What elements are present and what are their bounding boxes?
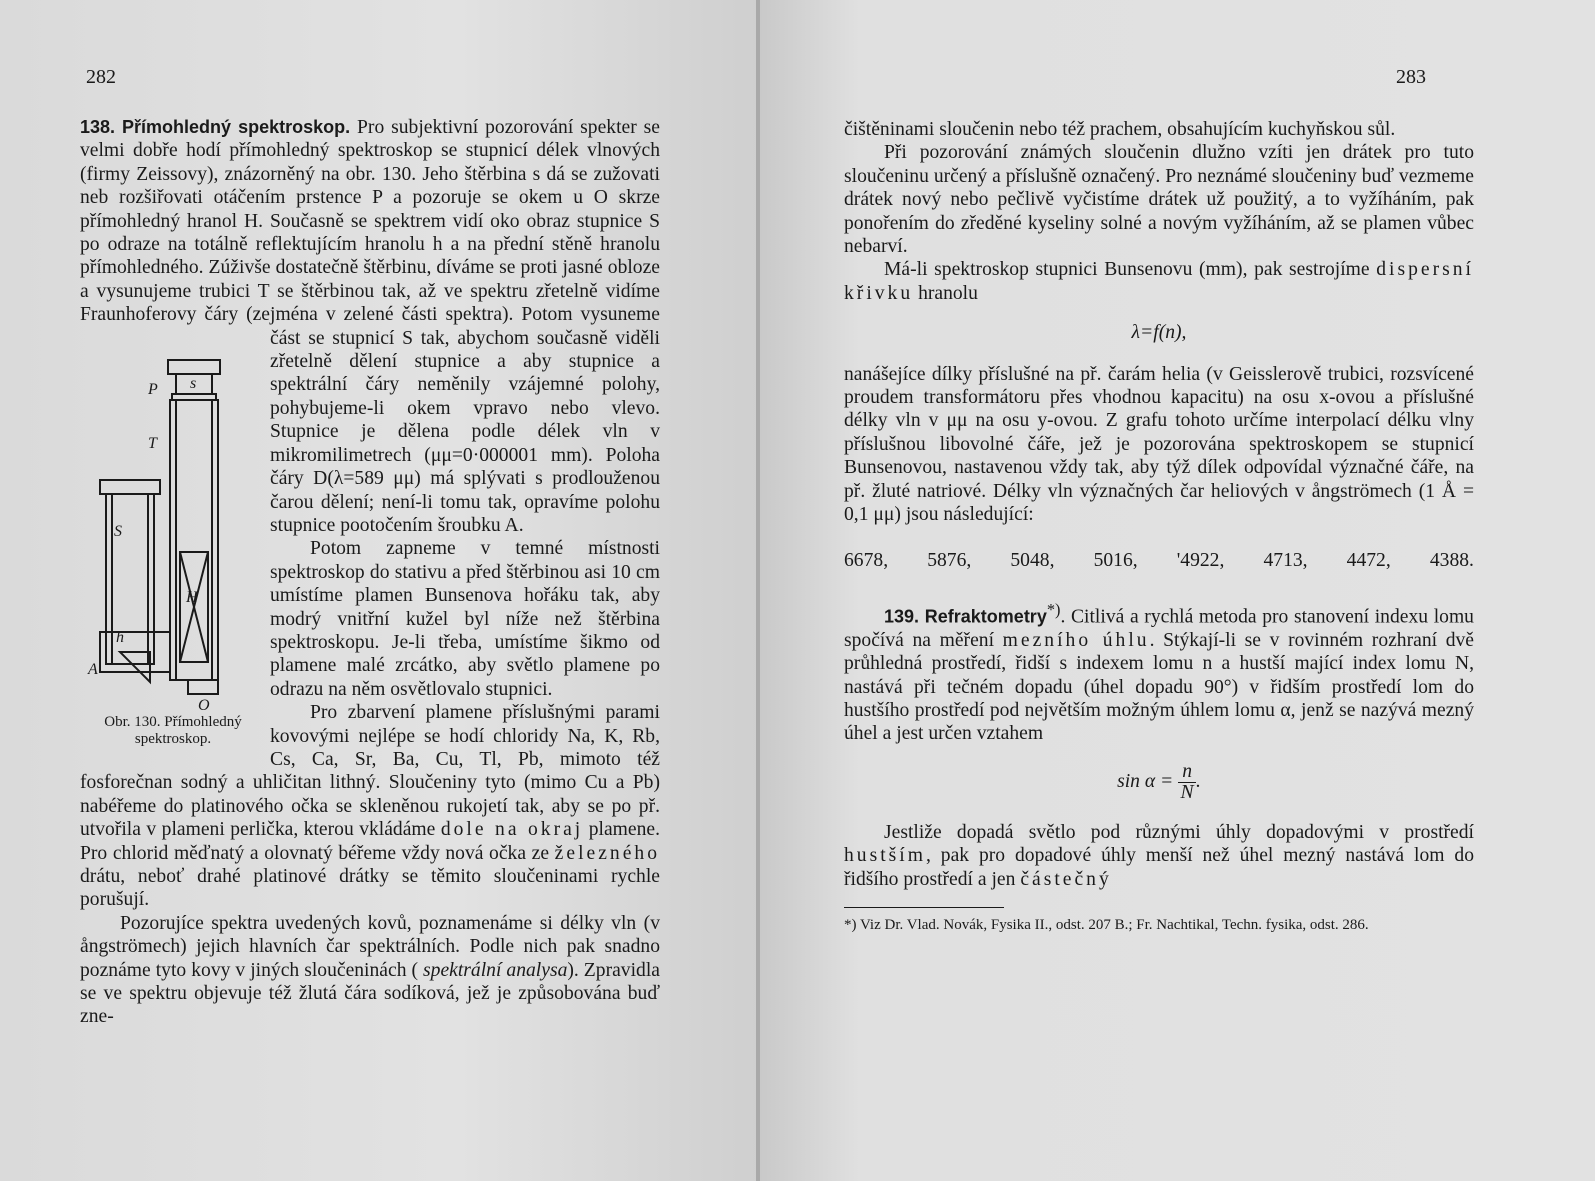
formula-dispersion: λ=f(n), (1131, 322, 1187, 344)
label-S: S (114, 523, 122, 540)
paragraph-text: Má-li spektroskop stupnici Bunsenovu (mm), pak sestrojíme (884, 259, 1370, 281)
footnote-mark: *) (1046, 599, 1061, 619)
figure-caption: Obr. 130. Přímohledný spektroskop. (104, 714, 242, 747)
fraction-denominator: N (1180, 781, 1194, 803)
paragraph-text: Jestliže dopadá světlo pod různými úhly dopadovými v prostředí (884, 821, 1474, 843)
label-O: O (198, 697, 210, 714)
right-text-body (844, 118, 1474, 935)
paragraph: čištěninami sloučenin nebo též prachem, obsahujícím kuchyňskou sůl. (844, 119, 1396, 140)
paragraph (844, 598, 1474, 746)
wavelength-value: 5876, (927, 549, 972, 571)
formula-end: . (1195, 770, 1201, 792)
wavelength-value: 5048, (1010, 549, 1055, 571)
wavelength-value: 4472, (1346, 549, 1391, 571)
label-P: P (148, 381, 158, 398)
wavelength-value: '4922, (1176, 549, 1225, 571)
spectroscope-figure (80, 352, 260, 722)
wavelength-value: 4388. (1429, 549, 1474, 571)
fraction (1178, 762, 1196, 803)
emphasis: částečný (1020, 868, 1112, 890)
left-page (0, 0, 760, 1181)
paragraph (844, 821, 1474, 891)
emphasis: dispersní křivku (844, 259, 1474, 304)
paragraph-text: hranolu (918, 282, 978, 304)
paragraph-text: . Citlivá a rychlá metoda pro stanovení indexu lomu spočívá na měření (844, 606, 1474, 651)
paragraph-text: Pro subjektivní pozorování spekter se velmi dobře hodí přímohledný spektroskop se stupnicí délek vlnových (firmy Zeissovy), znázorněný na obr. 130. Jeho štěrbina s dá se zužovati neb rozšiřovati otáčením prstence P a pozoruje se okem u O skrze přímohledný hranol H. Současně se spektrem vidí oko obraz stupnice S po odraze na totálně reflektujícím hranolu h a na přední stěně hranolu přímohledného. Zúživše dostatečně štěrbinu, díváme se proti jasné obloze a vysunujeme trubici T se štěrbinou tak, až ve spektru zřetelně vidíme Fraunhoferovy čáry (zejména v zelené části spektra). Potom vysuneme část se stupnicí S tak, abychom současně viděli zřetelně dělení stupnice a aby stupnice a spektrální čáry neměnily vzájemné polohy, pohybujeme-li okem vpravo nebo vlevo. Stupnice je dělena podle délek vln v mikromilimetrech (μμ=0·000001 mm). Poloha čáry D(λ=589 μμ) má splývati s prodlouženou čarou dělení; není-li tomu tak, opravíme polohu stupnice pootočením šroubku A. (80, 117, 660, 536)
emphasis: dole na okraj (440, 819, 584, 841)
paragraph-text: drátu, neboť drahé platinové drátky se těmito sloučeninami rychle porušují. (80, 866, 660, 911)
label-A: A (88, 661, 98, 678)
paragraph-text: , pak pro dopadové úhly menší než úhel mezný nastává lom do řidšího prostředí a jen (844, 845, 1474, 890)
wavelength-value: 6678, (844, 549, 889, 571)
footnote: *) Viz Dr. Vlad. Novák, Fysika II., odst. 207 B.; Fr. Nachtikal, Techn. fysika, odst. 286. (844, 917, 1369, 934)
section-heading: 139. Refraktometry (884, 606, 1047, 627)
right-page (760, 0, 1595, 1181)
left-text-tail (80, 116, 660, 1029)
emphasis: železného (554, 842, 660, 864)
page-number: 283 (1396, 66, 1426, 88)
paragraph-text: plamene. Pro chlorid měďnatý a olovnatý béřeme vždy nová očka ze (80, 819, 660, 864)
page-number: 282 (86, 66, 116, 88)
label-T: T (148, 435, 157, 452)
wavelength-list (844, 549, 1474, 572)
label-s: s (190, 375, 197, 392)
label-H: H (186, 589, 198, 606)
wavelength-value: 5016, (1093, 549, 1138, 571)
paragraph-text: ). Zpravidla se ve spektru objevuje též žlutá čára sodíková, jež je způsobována buď zne- (80, 959, 660, 1028)
footnote-rule (844, 907, 1004, 908)
paragraph (844, 258, 1474, 305)
paragraph: nanášejíce dílky příslušné na př. čarám helia (v Geisslerově trubici, rozsvícené proudem transformátoru přes vhodnou kapacitu) na osu x-ovou a příslušné délky vln v μμ na osu y-ovou. Z grafu tohoto určíme interpolací délku vlny příslušnou libovolné čáře, jež je pozorována spektroskopem se stupnicí Bunsenovou, nastavenou vždy tak, aby týž dílek odpovídal význačné čáře, na př. žluté natriové. Délky vln význačných čar heliových v ångströmech (1 Å = 0,1 μμ) jsou následující: (844, 363, 1474, 526)
emphasis: spektrální analysa (423, 959, 568, 981)
formula-critical-angle (844, 762, 1474, 803)
paragraph (80, 912, 660, 1029)
paragraph: Při pozorování známých sloučenin dlužno vzíti jen drátek pro tuto sloučeninu určený a příslušně označený. Pro neznámé sloučeniny buď vezmeme drátek nový nebo pečlivě vyčistíme drátek už použitý, a to vyžíháním, pak ponořením do zředěné kyseliny solné a novým vyžíháním, až se plamen vůbec nebarví. (844, 142, 1474, 258)
paragraph-text: Potom zapneme v temné místnosti spektroskop do stativu a před štěrbinou asi 10 cm umístíme plamen Bunsenova hořáku tak, aby modrý vnitřní kužel byl níže než štěrbina spektroskopu. Je-li třeba, umístíme šikmo od plamene malé zrcátko, aby světlo plamene po odrazu na něm osvětlovalo stupnici. (270, 538, 660, 700)
paragraph-text: . Stýkají-li se v rovinném rozhraní dvě průhledná prostředí, řidší s indexem lomu n a hustší mající index lomu N, nastává při tečném dopadu (úhel dopadu 90°) v řidším prostředí lom do hustšího prostředí pod největším možným úhlem lomu α, jenž se nazývá mezný úhel a jest určen vztahem (844, 629, 1474, 745)
paragraph-text: Pro zbarvení plamene příslušnými parami kovovými nejlépe se hodí chloridy Na, K, Rb, Cs, Ca, Sr, Ba, Cu, Tl, Pb, mimoto též fosforečnan sodný a uhličitan lithný. Sloučeniny tyto (mimo Cu a Pb) nabéřeme do platinového očka se skleněnou rukojetí tak, aby se po př. utvořila v plameni perlička, kterou vkládáme (80, 702, 660, 841)
fraction-numerator: n (1178, 762, 1196, 783)
section-heading: 138. Přímohledný spektroskop. (80, 117, 351, 137)
wavelength-value: 4713, (1263, 549, 1308, 571)
label-h: h (116, 629, 124, 646)
emphasis: hustším (844, 845, 926, 867)
paragraph-text: Pozorujíce spektra uvedených kovů, poznamenáme si délky vln (v ångströmech) jejich hlavních čar spektrálních. Podle nich pak snadno poznáme tyto kovy v jiných sloučeninách ( (80, 912, 660, 981)
formula-lhs: sin α = (1117, 770, 1174, 792)
figure-130 (80, 342, 260, 752)
emphasis: mezního úhlu (1002, 629, 1150, 651)
